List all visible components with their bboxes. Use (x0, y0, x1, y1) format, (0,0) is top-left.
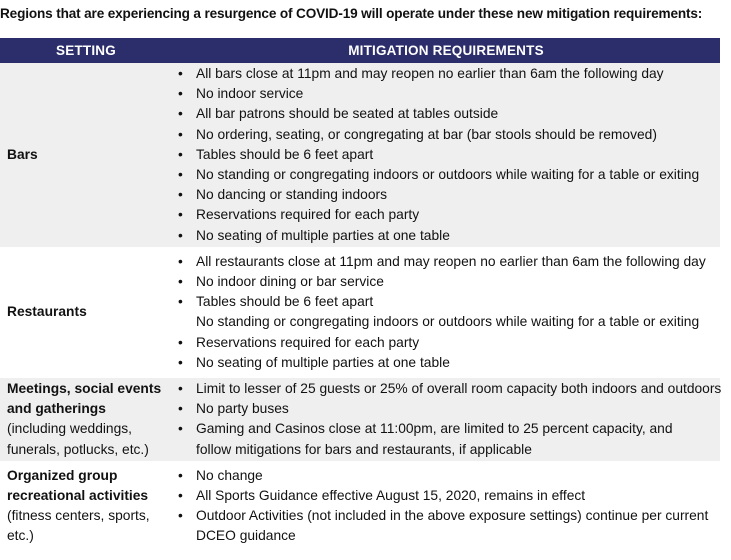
table-row-restaurants (0, 249, 720, 376)
list-item: • Reservations required for each party (172, 205, 720, 225)
list-item: • All bar patrons should be seated at tables outside (172, 104, 720, 124)
requirements-cell (172, 63, 720, 249)
setting-cell (0, 249, 172, 376)
requirements-cell (172, 249, 720, 376)
requirements-cell (172, 463, 720, 550)
bullet: • (178, 381, 183, 397)
list-item: • No standing or congregating indoors or outdoors while waiting for a table or exiting (172, 165, 720, 185)
list-item: • No ordering, seating, or congregating at bar (bar stools should be removed) (172, 125, 720, 145)
setting-description: (fitness centers, sports, etc.) (7, 508, 150, 544)
bullet: • (178, 274, 183, 290)
bullet: • (178, 227, 183, 243)
list-item: • No dancing or standing indoors (172, 185, 720, 205)
list-item: • Limit to lesser of 25 guests or 25% of overall room capacity both indoors and outdoors (172, 379, 720, 399)
bullet: • (178, 167, 183, 183)
bullet: • (178, 146, 183, 162)
bullet: • (178, 467, 183, 483)
bullet: • (178, 253, 183, 269)
bullet: • (178, 334, 183, 350)
requirements-list (172, 465, 720, 548)
requirements-list (172, 251, 720, 374)
bullet: • (178, 401, 183, 417)
list-item: • Tables should be 6 feet apart (172, 145, 720, 165)
setting-name: Bars (7, 146, 38, 162)
setting-name: Restaurants (7, 304, 87, 320)
list-item: • No change (172, 466, 720, 486)
list-item: • Tables should be 6 feet apart (172, 292, 720, 312)
setting-description: (including weddings, funerals, potlucks, etc.) (7, 421, 149, 457)
list-item: No standing or congregating indoors or outdoors while waiting for a table or exiting (196, 314, 700, 330)
setting-cell (0, 376, 172, 463)
header-setting: SETTING (0, 38, 172, 63)
bullet: • (178, 508, 183, 524)
list-item: • No seating of multiple parties at one table (172, 226, 720, 246)
requirements-list (172, 378, 720, 461)
header-mitigation-requirements: MITIGATION REQUIREMENTS (172, 38, 720, 63)
bullet: • (178, 207, 183, 223)
requirements-cell (172, 376, 720, 463)
bullet: • (178, 187, 183, 203)
list-item: • No indoor dining or bar service (172, 272, 720, 292)
setting-name: Meetings, social events and gatherings (7, 381, 162, 417)
bullet: • (178, 354, 183, 370)
table-row-meetings (0, 376, 720, 463)
list-item: • Gaming and Casinos close at 11:00pm, are limited to 25 percent capacity, and follow mitigations for bars and restaurants, if applicable (178, 421, 673, 457)
setting-cell (0, 463, 172, 550)
list-item: • Reservations required for each party (172, 333, 720, 353)
list-item: • All bars close at 11pm and may reopen no earlier than 6am the following day (172, 64, 720, 84)
table-header-row (0, 38, 720, 63)
table-row-organized-group (0, 463, 720, 550)
bullet: • (178, 106, 183, 122)
setting-cell (0, 63, 172, 249)
bullet: • (178, 421, 183, 437)
list-item: • No seating of multiple parties at one table (172, 353, 720, 373)
page-title: Regions that are experiencing a resurgence of COVID-19 will operate under these new mitigation requirements: (0, 6, 703, 21)
bullet: • (178, 66, 183, 81)
list-item: • All restaurants close at 11pm and may reopen no earlier than 6am the following day (172, 252, 720, 272)
mitigation-table (0, 38, 720, 552)
list-item: • No indoor service (172, 84, 720, 104)
bullet: • (178, 86, 183, 102)
bullet: • (178, 488, 183, 504)
bullet: • (178, 294, 183, 310)
bullet: • (178, 126, 183, 142)
table-row-bars (0, 63, 720, 249)
list-item: • All Sports Guidance effective August 15, 2020, remains in effect (172, 486, 720, 506)
list-item: • Outdoor Activities (not included in the above exposure settings) continue per current DCEO guidance (178, 508, 709, 544)
list-item: • No party buses (172, 399, 720, 419)
setting-name: Organized group recreational activities (7, 467, 149, 504)
requirements-list (172, 63, 720, 247)
